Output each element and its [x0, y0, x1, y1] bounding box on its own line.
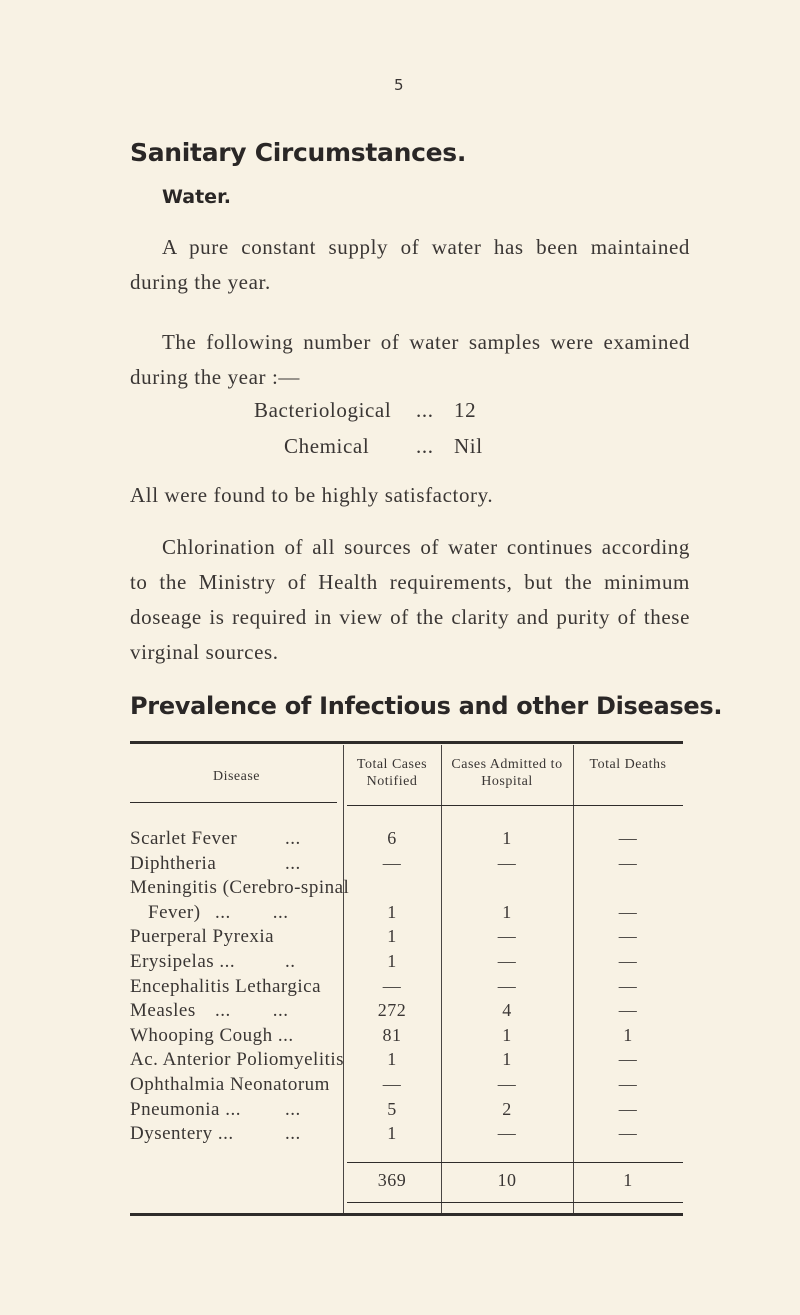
disease-name: Measles: [130, 1000, 196, 1022]
cell-admitted: 2: [502, 1098, 512, 1119]
header-disease: Disease: [212, 769, 261, 784]
totals-rule: [347, 1202, 683, 1203]
leader-dots: ...: [285, 828, 301, 849]
page-number: 5: [394, 76, 404, 94]
disease-name: Erysipelas ...: [130, 951, 236, 972]
cell-notified: 1: [387, 926, 397, 947]
cell-deaths: —: [618, 1123, 638, 1144]
cell-admitted: —: [497, 926, 517, 947]
disease-name: Whooping Cough ...: [130, 1024, 294, 1046]
cell-deaths: —: [618, 1000, 638, 1021]
paragraph-samples-intro: The following number of water samples were examined during the year :—: [130, 330, 690, 389]
disease-name: Fever): [148, 901, 201, 923]
header-underline: [130, 802, 337, 803]
paragraph-supply: A pure constant supply of water has been maintained during the year.: [130, 235, 690, 294]
leader-dots: ...: [285, 1098, 301, 1120]
cell-admitted: 1: [502, 1024, 512, 1045]
header-notified: Total Cases Notified: [356, 757, 428, 789]
cell-admitted: 1: [502, 1049, 512, 1070]
cell-notified: —: [382, 852, 402, 873]
table-title: Prevalence of Infectious and other Diseases.: [130, 692, 723, 720]
cell-deaths: —: [618, 951, 638, 971]
cell-admitted: —: [497, 1123, 517, 1144]
cell-notified: 1: [387, 901, 397, 922]
leader-dots: ...: [285, 1123, 301, 1145]
cell-admitted: —: [497, 975, 517, 996]
cell-notified: 1: [387, 1123, 397, 1144]
cell-deaths: —: [618, 901, 638, 922]
disease-name: Pneumonia ...: [130, 1098, 241, 1120]
disease-name: Dysentery ...: [130, 1123, 234, 1145]
section-heading: Sanitary Circumstances.: [130, 138, 467, 167]
total-admitted: 10: [497, 1170, 517, 1190]
total-deaths: 1: [623, 1170, 633, 1190]
cell-notified: —: [382, 1074, 402, 1094]
sample-label-chemical: Chemical: [284, 434, 370, 458]
sample-value-bacteriological: 12: [454, 398, 477, 422]
cell-notified: —: [382, 975, 402, 996]
cell-admitted: 4: [502, 1000, 512, 1021]
leader-dots: ... ...: [215, 901, 289, 923]
cell-admitted: —: [497, 852, 517, 873]
disease-name: Diphtheria: [130, 852, 217, 874]
cell-notified: 81: [382, 1024, 402, 1045]
disease-name: Ac. Anterior Poliomyelitis: [130, 1049, 345, 1071]
disease-name: Encephalitis Lethargica: [130, 975, 322, 997]
header-underline: [347, 805, 683, 806]
table-bottom-rule: [130, 1213, 683, 1216]
cell-admitted: —: [497, 951, 517, 971]
header-admitted: Cases Admitted to Hospital: [451, 757, 563, 789]
sample-label-bacteriological: Bacteriological: [254, 398, 392, 422]
table-top-rule: [130, 741, 683, 744]
totals-rule: [347, 1162, 683, 1163]
disease-name: Ophthalmia Neonatorum: [130, 1074, 330, 1095]
leader-dots: ...: [285, 852, 301, 874]
leader-dots: ..: [285, 951, 296, 972]
disease-name: Scarlet Fever: [130, 828, 238, 849]
cell-admitted: 1: [502, 828, 512, 848]
sample-dots: ...: [416, 398, 434, 422]
paragraph-chlorination: Chlorination of all sources of water continues according to the Ministry of Health requirements, but the minimum doseage is required in view of the clarity and purity of these virginal sources.: [130, 535, 690, 664]
subsection-heading: Water.: [162, 186, 231, 208]
cell-deaths: 1: [623, 1024, 633, 1045]
cell-deaths: —: [618, 1049, 638, 1070]
sample-value-chemical: Nil: [454, 434, 483, 458]
sample-dots: ...: [416, 434, 434, 458]
cell-deaths: —: [618, 926, 638, 947]
cell-admitted: —: [497, 1074, 517, 1094]
disease-name: Meningitis (Cerebro-spinal: [130, 877, 350, 899]
cell-notified: 6: [387, 828, 397, 848]
cell-notified: 1: [387, 951, 397, 971]
cell-notified: 5: [387, 1098, 397, 1119]
cell-deaths: —: [618, 828, 638, 848]
leader-dots: ... ...: [215, 1000, 289, 1022]
cell-notified: 1: [387, 1049, 397, 1070]
cell-deaths: —: [618, 852, 638, 873]
header-deaths: Total Deaths: [589, 757, 667, 772]
disease-name: Puerperal Pyrexia: [130, 926, 275, 948]
cell-deaths: —: [618, 1098, 638, 1119]
cell-notified: 272: [377, 1000, 407, 1021]
cell-deaths: —: [618, 1074, 638, 1094]
paragraph-result: All were found to be highly satisfactory.: [130, 483, 494, 507]
cell-admitted: 1: [502, 901, 512, 922]
cell-deaths: —: [618, 975, 638, 996]
total-notified: 369: [377, 1170, 407, 1190]
